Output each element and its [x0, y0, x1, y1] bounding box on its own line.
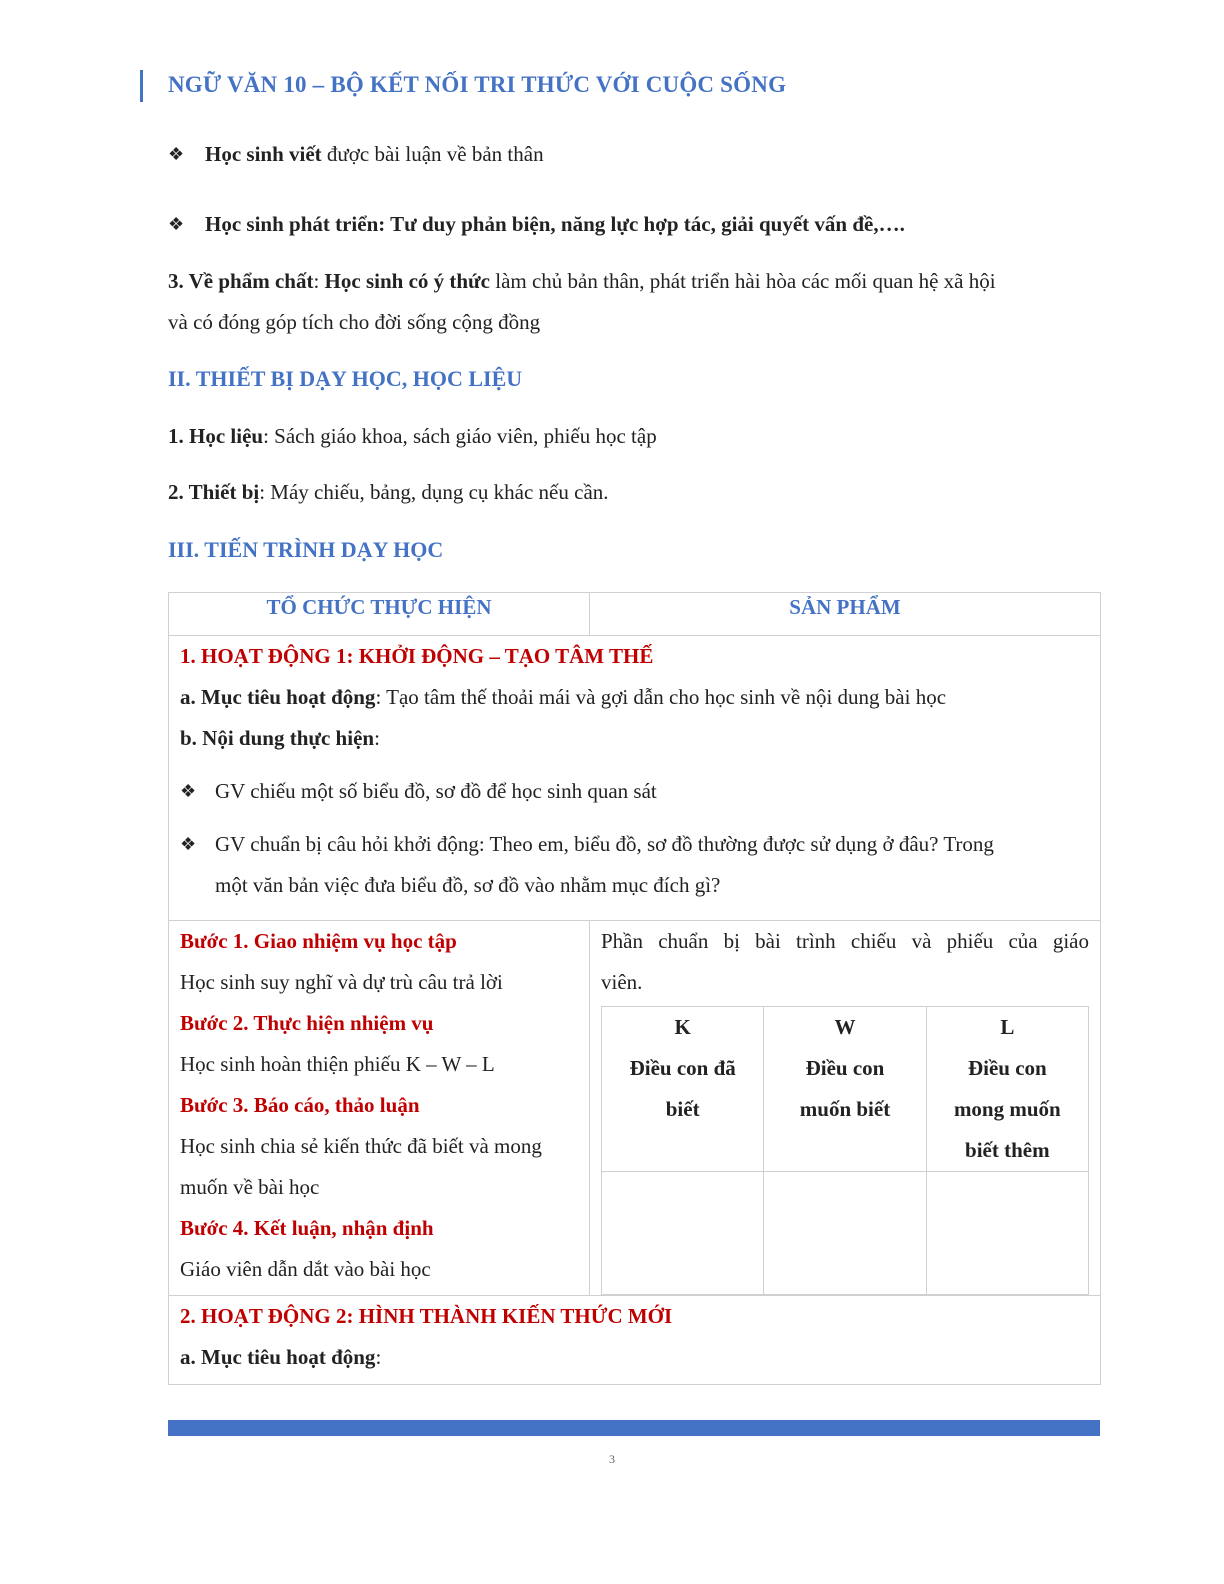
activity-1-title: 1. HOẠT ĐỘNG 1: KHỞI ĐỘNG – TẠO TÂM THẾ — [180, 644, 654, 668]
bullet-bold: Học sinh viết — [205, 142, 322, 166]
kwl-empty-cell — [926, 1172, 1088, 1295]
kwl-line: Điều con — [805, 1056, 885, 1080]
column-header: SẢN PHẨM — [590, 593, 1101, 636]
diamond-bullet-icon: ❖ — [168, 214, 185, 234]
page-header-title: NGỮ VĂN 10 – BỘ KẾT NỐI TRI THỨC VỚI CUỘC SỐNG — [168, 72, 787, 97]
thiet-bi-label: 2. Thiết bị — [168, 480, 260, 504]
pham-chat-paragraph — [168, 261, 1108, 343]
bullet-bold: Học sinh phát triển: Tư duy phản biện, năng lực hợp tác, giải quyết vấn đề,…. — [205, 212, 905, 236]
header-accent-bar — [140, 70, 143, 102]
step-text: muốn về bài học — [180, 1175, 320, 1199]
lesson-plan-table — [168, 592, 1101, 1385]
kwl-header-row — [602, 1007, 1089, 1172]
content-label: b. Nội dung thực hiện — [180, 726, 375, 750]
kwl-line: muốn biết — [799, 1097, 891, 1121]
step-title: Bước 4. Kết luận, nhận định — [180, 1216, 434, 1240]
kwl-column-w — [764, 1007, 926, 1172]
step-text: Học sinh suy nghĩ và dự trù câu trả lời — [180, 970, 503, 994]
kwl-empty-cell — [602, 1172, 764, 1295]
objective-label: a. Mục tiêu hoạt động — [180, 685, 376, 709]
section-heading: III. TIẾN TRÌNH DẠY HỌC — [168, 537, 444, 562]
content-colon: : — [374, 726, 380, 750]
kwl-letter: K — [674, 1015, 691, 1039]
kwl-line: Điều con đã — [629, 1056, 736, 1080]
activity-1-row — [169, 636, 1101, 921]
product-cell — [590, 921, 1101, 1296]
bullet-item — [168, 134, 544, 175]
activity-bullet-text: GV chuẩn bị câu hỏi khởi động: Theo em, biểu đồ, sơ đồ thường được sử dụng ở đâu? Trong — [215, 832, 994, 856]
kwl-line: Điều con — [967, 1056, 1047, 1080]
objective-text: : Tạo tâm thế thoải mái và gợi dẫn cho học sinh về nội dung bài học — [375, 685, 947, 709]
objective-colon: : — [375, 1345, 382, 1369]
hoc-lieu-line — [168, 416, 657, 457]
activity-1-content-label — [180, 718, 1089, 759]
thiet-bi-text: : Máy chiếu, bảng, dụng cụ khác nếu cần. — [259, 480, 609, 504]
pham-chat-bold: Học sinh có ý thức — [324, 269, 490, 293]
diamond-bullet-icon: ❖ — [180, 781, 197, 801]
activity-bullet — [180, 824, 1089, 906]
hoc-lieu-label: 1. Học liệu — [168, 424, 264, 448]
steps-row — [169, 921, 1101, 1296]
kwl-empty-cell — [764, 1172, 926, 1295]
pham-chat-colon: : — [313, 269, 325, 293]
diamond-bullet-icon: ❖ — [180, 834, 197, 854]
kwl-line: biết — [665, 1097, 700, 1121]
activity-1-cell — [169, 636, 1101, 921]
step-text: Học sinh chia sẻ kiến thức đã biết và mong — [180, 1134, 542, 1158]
table-header-row — [169, 593, 1101, 636]
activity-1-objective — [180, 677, 1089, 718]
kwl-column-k — [602, 1007, 764, 1172]
step-title: Bước 2. Thực hiện nhiệm vụ — [180, 1011, 434, 1035]
pham-chat-text: làm chủ bản thân, phát triển hài hòa các mối quan hệ xã hội — [489, 269, 996, 293]
section-heading: II. THIẾT BỊ DẠY HỌC, HỌC LIỆU — [168, 366, 523, 391]
activity-2-objective — [180, 1337, 1089, 1378]
footer-bar — [168, 1420, 1100, 1436]
activity-bullet — [180, 771, 1089, 812]
bullet-item — [168, 204, 905, 245]
diamond-bullet-icon: ❖ — [168, 144, 185, 164]
step-title: Bước 1. Giao nhiệm vụ học tập — [180, 929, 457, 953]
kwl-line: mong muốn — [953, 1097, 1061, 1121]
activity-2-title: 2. HOẠT ĐỘNG 2: HÌNH THÀNH KIẾN THỨC MỚI — [180, 1304, 673, 1328]
activity-2-cell — [169, 1296, 1101, 1385]
hoc-lieu-text: : Sách giáo khoa, sách giáo viên, phiếu học tập — [263, 424, 657, 448]
kwl-empty-row — [602, 1172, 1089, 1295]
steps-cell — [169, 921, 590, 1296]
objective-label: a. Mục tiêu hoạt động — [180, 1345, 376, 1369]
bullet-text: được bài luận về bản thân — [321, 142, 544, 166]
column-header: TỔ CHỨC THỰC HIỆN — [169, 593, 590, 636]
product-text-line2: viên. — [601, 970, 643, 994]
activity-2-row — [169, 1296, 1101, 1385]
step-text: Học sinh hoàn thiện phiếu K – W – L — [180, 1052, 495, 1076]
kwl-letter: L — [1000, 1015, 1015, 1039]
kwl-line: biết thêm — [965, 1138, 1050, 1162]
pham-chat-text-line2: và có đóng góp tích cho đời sống cộng đồng — [168, 310, 541, 334]
product-text: Phần chuẩn bị bài trình chiếu và phiếu của giáo — [601, 929, 1089, 953]
kwl-letter: W — [834, 1015, 856, 1039]
step-title: Bước 3. Báo cáo, thảo luận — [180, 1093, 420, 1117]
step-text: Giáo viên dẫn dắt vào bài học — [180, 1257, 431, 1281]
kwl-table — [601, 1006, 1089, 1295]
activity-bullet-text-line2: một văn bản việc đưa biểu đồ, sơ đồ vào nhằm mục đích gì? — [215, 873, 721, 897]
thiet-bi-line — [168, 472, 609, 513]
kwl-column-l — [926, 1007, 1088, 1172]
pham-chat-label: 3. Về phẩm chất — [168, 269, 314, 293]
activity-bullet-text: GV chiếu một số biểu đồ, sơ đồ để học sinh quan sát — [215, 779, 657, 803]
page-number: 3 — [609, 1452, 615, 1466]
